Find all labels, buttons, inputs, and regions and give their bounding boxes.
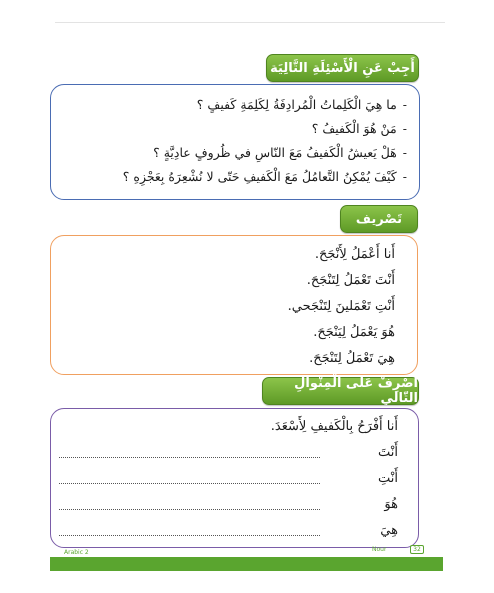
questions-box — [50, 84, 420, 200]
fill-in-row — [59, 465, 398, 491]
answer-line[interactable] — [59, 446, 320, 458]
question-text: كَيْفَ يُمْكِنُ التَّعامُلُ مَعَ الْكَفيفِ حَتّى لا نُشْعِرَهُ بِعَجْزِهِ ؟ — [122, 169, 397, 184]
conjugation-list — [51, 236, 417, 372]
conjugation-line: هِيَ تَعْمَلُ لِتَنْجَحَ. — [309, 351, 395, 366]
section-title-questions: أَجِبْ عَنِ الْأَسْئِلَةِ التَّالِيَة — [266, 54, 419, 82]
conjugation-line: أَنْتِ تَعْمَلينَ لِتَنْجَحي. — [287, 299, 395, 314]
question-item — [59, 165, 407, 189]
pronoun-label: أَنْتِ — [378, 470, 398, 486]
answer-line[interactable] — [59, 472, 320, 484]
fill-in-row — [59, 439, 398, 465]
publisher-logo: Nour — [372, 546, 387, 553]
fill-in-row — [59, 517, 398, 543]
pronoun-label: هُوَ — [384, 496, 398, 512]
conjugation-line: أَنْتَ تَعْمَلُ لِتَنْجَحَ. — [306, 273, 395, 288]
question-item — [59, 117, 407, 141]
question-text: ما هِيَ الْكَلِماتُ الْمُرادِفَةُ لِكَلِمَةِ كَفيفٍ ؟ — [196, 97, 397, 112]
dash: - — [402, 121, 407, 136]
fill-in-list — [51, 439, 418, 543]
conjugation-line: هُوَ يَعْمَلُ لِيَنْجَحَ. — [313, 325, 395, 340]
dash: - — [402, 169, 407, 184]
answer-line[interactable] — [59, 498, 320, 510]
question-text: هَلْ يَعيشُ الْكَفيفُ مَعَ النّاسِ في ظُروفٍ عادِيَّةٍ ؟ — [153, 145, 397, 160]
question-item — [59, 93, 407, 117]
footer-book-title: Arabic 2 — [64, 549, 89, 556]
footer-bar — [50, 557, 443, 571]
page-number: 32 — [410, 545, 424, 554]
dash: - — [402, 97, 407, 112]
pattern-exercise-box — [50, 408, 419, 548]
conjugation-box — [50, 235, 418, 375]
dash: - — [402, 145, 407, 160]
section-title-pattern: أَصْرِفْ عَلى الْمِنْوالِ التّالي — [262, 377, 419, 405]
pattern-example: أَنا أَفْرَحُ بِالْكَفيفِ لِأَسْعَدَ. — [270, 419, 398, 434]
fill-in-row — [59, 491, 398, 517]
questions-list — [51, 85, 419, 189]
section-title-conjugation: تَصْريف — [340, 205, 418, 233]
top-rule — [55, 22, 445, 23]
question-text: مَنْ هُوَ الْكَفيفُ ؟ — [311, 121, 397, 136]
answer-line[interactable] — [59, 524, 320, 536]
pronoun-label: هِيَ — [380, 522, 398, 538]
conjugation-line: أَنا أَعْمَلُ لِأَنْجَحَ. — [314, 247, 395, 262]
pronoun-label: أَنْتَ — [378, 444, 398, 460]
question-item — [59, 141, 407, 165]
